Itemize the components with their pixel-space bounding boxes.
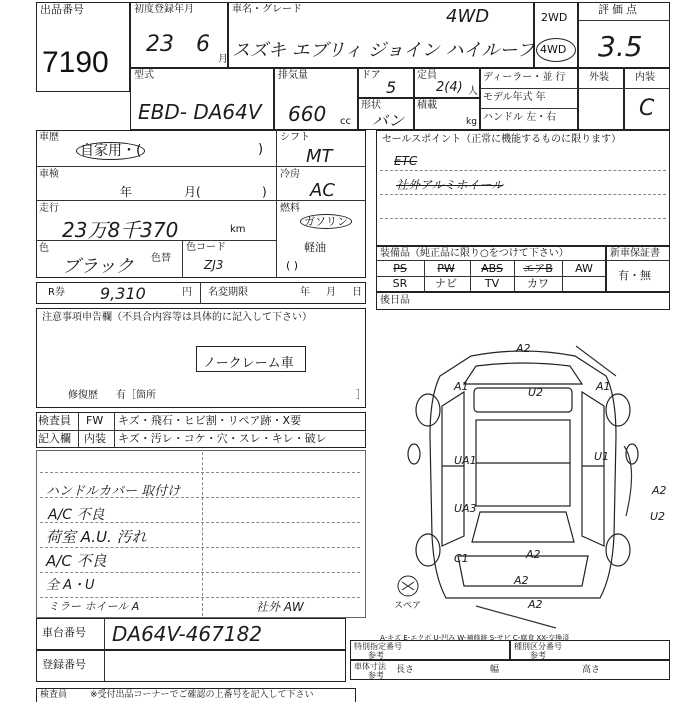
category-label: 種別区分番号: [514, 642, 562, 651]
equip-sr: SR: [392, 277, 408, 290]
drive-2wd: 2WD: [541, 11, 568, 24]
equip-navi: ナビ: [435, 277, 457, 290]
footer-label: 検査員: [40, 690, 68, 700]
first-reg-year: 23: [146, 32, 174, 57]
displacement-unit: cc: [340, 116, 351, 127]
capacity-unit: 人: [468, 86, 478, 97]
fill-label: 記入欄: [38, 432, 71, 445]
tax-unit: 円: [182, 287, 192, 298]
tax-label: R券: [48, 287, 65, 298]
post-install-cell: [376, 292, 670, 310]
mark-a1-left: A1: [454, 380, 469, 393]
drive-4wd-circle: [536, 38, 576, 62]
fuel-diesel: 軽油: [304, 241, 326, 254]
ac-label: 冷房: [280, 169, 300, 180]
mark-a2-top: A2: [516, 342, 531, 355]
equip-tv: TV: [484, 277, 500, 290]
equipment-label: 装備品（純正品に限り○をつけて下さい）: [380, 248, 569, 259]
equip-leather: カワ: [527, 277, 549, 290]
color-change-label: 色替: [151, 253, 171, 264]
width-label: 幅: [490, 665, 500, 675]
color-code-label: 色コード: [186, 242, 226, 253]
name-change-day: 日: [352, 287, 362, 298]
row1-items: キズ・飛石・ヒビ割・リペア跡・X要: [118, 414, 302, 427]
mileage-unit: km: [230, 224, 246, 235]
selling-point-1: ETC: [394, 154, 418, 168]
equip-aw: AW: [575, 262, 593, 275]
name-change-month: 月: [326, 287, 336, 298]
inspection-month: 月(: [184, 185, 201, 199]
doors-value: 5: [386, 78, 397, 97]
capacity-label: 定員: [417, 70, 437, 81]
remark-4: A/C 不良: [46, 552, 107, 570]
interior-grade: C: [639, 96, 655, 121]
equip-pw: PW: [437, 262, 455, 275]
special-label: 特別指定番号: [354, 642, 402, 651]
name-change-label: 名変期限: [208, 287, 248, 298]
selling-points-label: セールスポイント（正常に機能するものに限ります）: [382, 134, 622, 145]
inspection-close: ): [262, 185, 267, 199]
reg-label: 登録番号: [42, 658, 86, 671]
dims-label: 車体寸法: [354, 662, 386, 671]
remark-1: ハンドルカバー 取付け: [46, 484, 181, 499]
dims-sub: 参考: [368, 671, 384, 680]
color-value: ブラック: [62, 256, 134, 277]
damage-legend: A-キズ E-エクボ U-凹み W-補修跡 S-サビ C-腐食 XX-交換済: [380, 634, 570, 642]
mark-ua1: UA1: [454, 454, 477, 467]
first-reg-unit: 月: [218, 54, 228, 65]
remark-3: 荷室 A.U. 汚れ: [46, 528, 147, 546]
car-damage-diagram: [376, 336, 670, 636]
row1-head: FW: [86, 414, 104, 427]
fuel-paren: ( ): [286, 259, 299, 272]
fuel-label: 燃料: [280, 203, 300, 214]
declaration-label: 注意事項申告欄（不具合内容等は具体的に記入して下さい）: [42, 312, 312, 323]
mark-ua3: UA3: [454, 502, 477, 515]
remark-2: A/C 不良: [48, 507, 105, 523]
mark-a2-bottom: A2: [528, 598, 543, 611]
model-year-label: モデル年式 年: [483, 92, 546, 103]
shift-label: シフト: [280, 132, 310, 143]
selling-point-2: 社外アルミホイール: [396, 178, 504, 192]
chassis-label: 車台番号: [42, 626, 86, 639]
rating-value: 3.5: [598, 30, 643, 63]
history-close: ): [258, 142, 264, 157]
history-circled: 自家用・(: [76, 142, 145, 160]
inspector-label: 検査員: [38, 414, 71, 427]
first-reg-label: 初度登録年月: [134, 4, 194, 15]
tax-value: 9,310: [100, 284, 146, 303]
row2-head: 内装: [84, 432, 106, 445]
ac-value: AC: [310, 180, 335, 201]
no-claim-text: ノークレーム車: [203, 356, 294, 371]
warranty-label: 新車保証書: [610, 248, 660, 259]
load-label: 積載: [417, 100, 437, 111]
fuel-gas: ガソリン: [300, 214, 352, 229]
rating-label: 評価点: [598, 3, 640, 16]
inspection-label: 車検: [39, 169, 59, 180]
length-label: 長さ: [396, 665, 415, 675]
category-sub: 参考: [530, 651, 546, 660]
dealer-label: ディーラー・並 行: [483, 72, 566, 83]
shape-label: 形状: [361, 100, 381, 111]
history-label: 車歴: [39, 132, 59, 143]
color-code-value: ZJ3: [204, 258, 224, 272]
exterior-label: 外装: [589, 72, 609, 83]
equip-abs: ABS: [481, 262, 503, 275]
footer-note: ※受付出品コーナーでご確認の上番号を記入して下さい: [90, 690, 314, 700]
car-name: スズキ エブリィ ジョイン ハイルーフ: [232, 40, 535, 61]
chassis-value: DA64V-467182: [112, 622, 263, 646]
color-label: 色: [39, 243, 49, 254]
inspection-year: 年: [120, 185, 133, 199]
no-claim-stamp: [196, 346, 306, 372]
equip-ps: PS: [393, 262, 407, 275]
lot-number-label: 出品番号: [40, 3, 84, 16]
interior-label: 内装: [635, 72, 655, 83]
name-grade-label: 車名・グレード: [232, 4, 302, 15]
model-value: EBD- DA64V: [138, 100, 262, 124]
tax-row: [36, 282, 366, 304]
mark-u2-roof: U2: [528, 386, 544, 399]
mark-a2-rear: A2: [526, 548, 541, 561]
row2-items: キズ・汚レ・コケ・穴・スレ・キレ・破レ: [118, 432, 327, 445]
mark-a2-side: A2: [652, 484, 667, 497]
mark-c1: C1: [454, 552, 469, 565]
name-change-year: 年: [300, 287, 310, 298]
mark-u1: U1: [594, 450, 610, 463]
model-label: 型式: [134, 70, 154, 81]
repair-close: ］: [356, 390, 366, 401]
displacement-value: 660: [288, 102, 327, 126]
spare-label: スペア: [394, 601, 422, 611]
post-install-label: 後日品: [380, 295, 410, 306]
equip-airbag: エアB: [523, 262, 553, 275]
drive-value: 4WD: [446, 6, 490, 27]
first-reg-month: 6: [196, 32, 210, 57]
mark-u2-side: U2: [650, 510, 666, 523]
displacement-label: 排気量: [278, 70, 308, 81]
mileage-label: 走行: [39, 203, 59, 214]
mileage-value: 23万8千370: [62, 218, 179, 242]
height-label: 高さ: [582, 665, 601, 675]
handle-label: ハンドル 左・右: [483, 112, 557, 123]
repair-label: 修復歴: [68, 390, 98, 401]
load-unit: kg: [466, 117, 477, 127]
remark-7: 社外 AW: [256, 600, 304, 614]
fuel-gas-option: [300, 213, 352, 229]
special-sub: 参考: [368, 651, 384, 660]
shift-value: MT: [306, 146, 333, 167]
capacity-value: 2(4): [436, 80, 463, 95]
warranty-value: 有・無: [618, 269, 651, 282]
doors-label: ドア: [361, 70, 381, 81]
repair-value: 有［箇所: [116, 390, 156, 401]
drive-4wd: 4WD: [540, 43, 567, 56]
remark-6: ミラー ホイール A: [48, 600, 140, 613]
history-value: [76, 140, 145, 160]
remark-5: 全 A・U: [46, 578, 95, 593]
shape-value: バン: [372, 111, 405, 130]
lot-number: 7190: [42, 46, 109, 79]
mark-a2-bumper: A2: [514, 574, 529, 587]
mark-a1-right: A1: [596, 380, 611, 393]
